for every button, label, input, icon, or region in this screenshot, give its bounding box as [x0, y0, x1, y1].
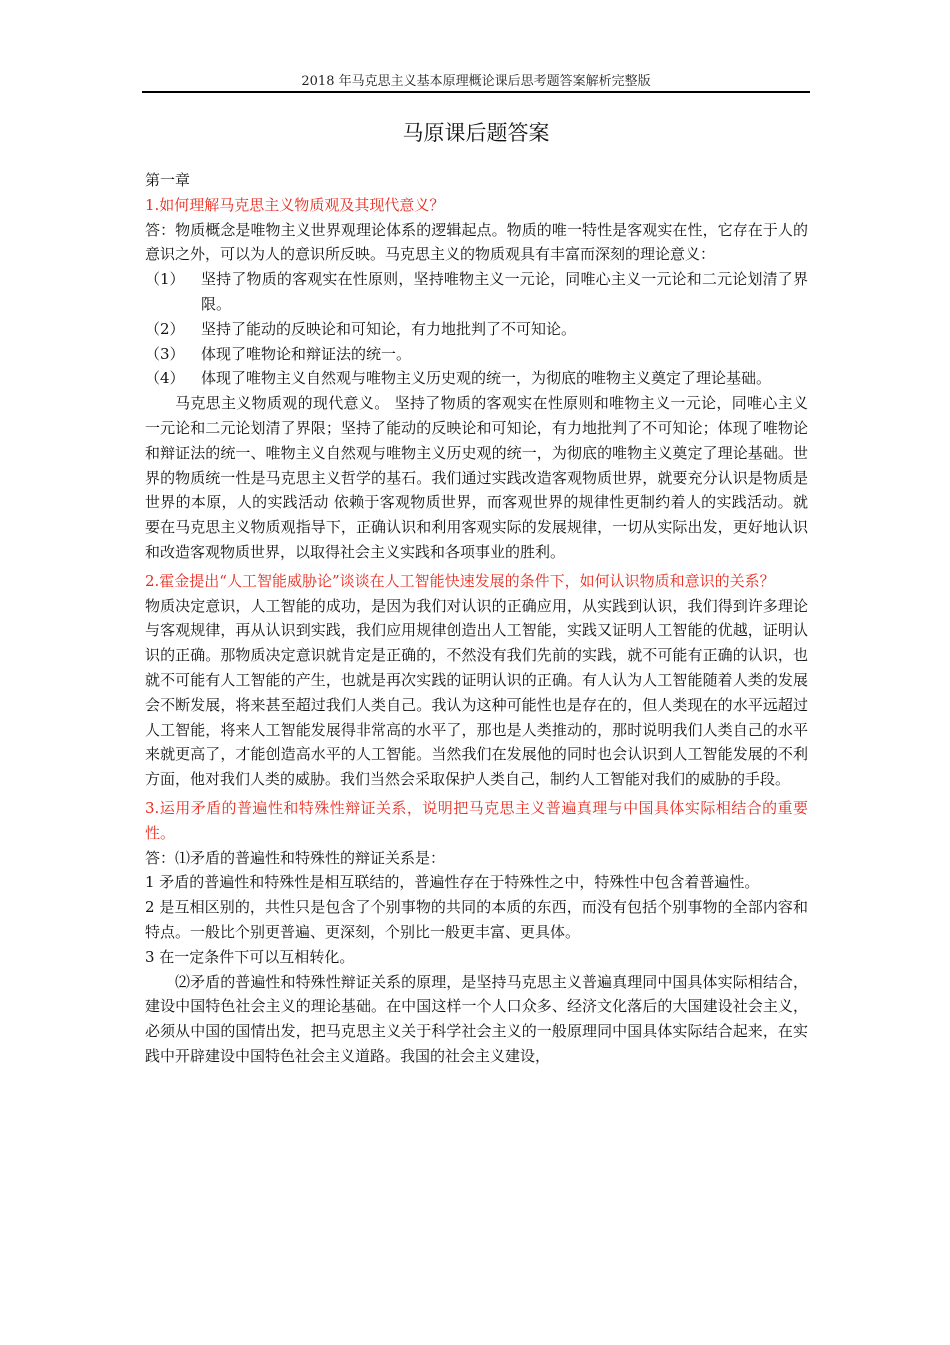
- q3-line-3: 3 在一定条件下可以互相转化。: [145, 947, 355, 966]
- point-number: （3）: [145, 344, 185, 363]
- question-2: 2.霍金提出“人工智能威胁论”谈谈在人工智能快速发展的条件下，如何认识物质和意识的关系？: [145, 571, 775, 590]
- q1-answer-intro: 答：物质概念是唯物主义世界观理论体系的逻辑起点。物质的唯一特性是客观实在性，它存在于人的意识之外，可以为人的意识所反映。马克思主义的物质观具有丰富而深刻的理论意义：: [145, 220, 808, 264]
- document-body: [145, 168, 808, 1069]
- point-number: （4）: [145, 369, 185, 388]
- q3-answer-intro: 答：⑴矛盾的普遍性和特殊性的辩证关系是：: [145, 848, 446, 867]
- question-1: 1.如何理解马克思主义物质观及其现代意义？: [145, 195, 445, 214]
- q2-answer: 物质决定意识，人工智能的成功，是因为我们对认识的正确应用，从实践到认识，我们得到许多理论与客观规律，再从认识到实践，我们应用规律创造出人工智能，实践又证明人工智能的优越，证明认识的正确。那物质决定意识就肯定是正确的，不然没有我们先前的实践，就不可能有正确的认识，也就不可能有人工智能的产生，也就是再次实践的证明认识的正确。有人认为人工智能随着人类的发展会不断发展，将来甚至超过我们人类自己。我认为这种可能性也是存在的，但人类现在的水平远超过人工智能，将来人工智能发展得非常高的水平了，那也是人类推动的，那时说明我们人类自己的水平来就更高了，才能创造高水平的人工智能。当然我们在发展他的同时也会认识到人工智能发展的不利方面，他对我们人类的威胁。我们当然会采取保护人类自己，制约人工智能对我们的威胁的手段。: [145, 596, 808, 789]
- point-text: 坚持了能动的反映论和可知论，有力地批判了不可知论。: [201, 319, 577, 338]
- point-text: 体现了唯物论和辩证法的统一。: [201, 344, 412, 363]
- document-title: 马原课后题答案: [402, 121, 550, 145]
- q3-principle: ⑵矛盾的普遍性和特殊性辩证关系的原理，是坚持马克思主义普遍真理同中国具体实际相结合，建设中国特色社会主义的理论基础。在中国这样一个人口众多、经济文化落后的大国建设社会主义，必须从中国的国情出发，把马克思主义关于科学社会主义的一般原理同中国具体实际结合起来，在实践中开辟建设中国特色社会主义道路。我国的社会主义建设，: [145, 972, 808, 1065]
- q3-line-1: 1 矛盾的普遍性和特殊性是相互联结的，普遍性存在于特殊性之中，特殊性中包含着普遍性。: [145, 873, 760, 892]
- point-text: 体现了唯物主义自然观与唯物主义历史观的统一，为彻底的唯物主义奠定了理论基础。: [201, 369, 772, 388]
- q3-line-2: 2 是互相区别的，共性只是包含了个别事物的共同的本质的东西，而没有包括个别事物的全部内容和特点。一般比个别更普遍、更深刻，个别比一般更丰富、更具体。: [145, 898, 808, 941]
- question-3: 3.运用矛盾的普遍性和特殊性辩证关系，说明把马克思主义普遍真理与中国具体实际相结合的重要性。: [145, 798, 808, 842]
- chapter-heading: 第一章: [145, 171, 191, 189]
- q1-point-2: [145, 317, 808, 342]
- point-number: （2）: [145, 319, 185, 338]
- q1-modern-significance: 马克思主义物质观的现代意义。 坚持了物质的客观实在性原则和唯物主义一元论，同唯心主义一元论和二元论划清了界限；坚持了能动的反映论和可知论，有力地批判了不可知论；体现了唯物论和辩证法的统一、唯物主义自然观与唯物主义历史观的统一，为彻底的唯物主义奠定了理论基础。世界的物质统一性是马克思主义哲学的基石。我们通过实践改造客观物质世界，就要充分认识是物质是世界的本原，人的实践活动 依赖于客观物质世界，而客观世界的规律性更制约着人的实践活动。就要在马克思主义物质观指导下，正确认识和利用客观实际的发展规律，一切从实际出发，更好地认识和改造客观物质世界，以取得社会主义实践和各项事业的胜利。: [145, 394, 808, 561]
- point-number: （1）: [145, 270, 185, 289]
- q1-point-1: [145, 267, 808, 317]
- running-header: 2018 年马克思主义基本原理概论课后思考题答案解析完整版: [301, 74, 651, 89]
- q1-point-4: [145, 366, 808, 391]
- q1-point-3: [145, 342, 808, 367]
- header-rule: [142, 91, 810, 93]
- point-text: 坚持了物质的客观实在性原则，坚持唯物主义一元论，同唯心主义一元论和二元论划清了界限。: [201, 270, 808, 313]
